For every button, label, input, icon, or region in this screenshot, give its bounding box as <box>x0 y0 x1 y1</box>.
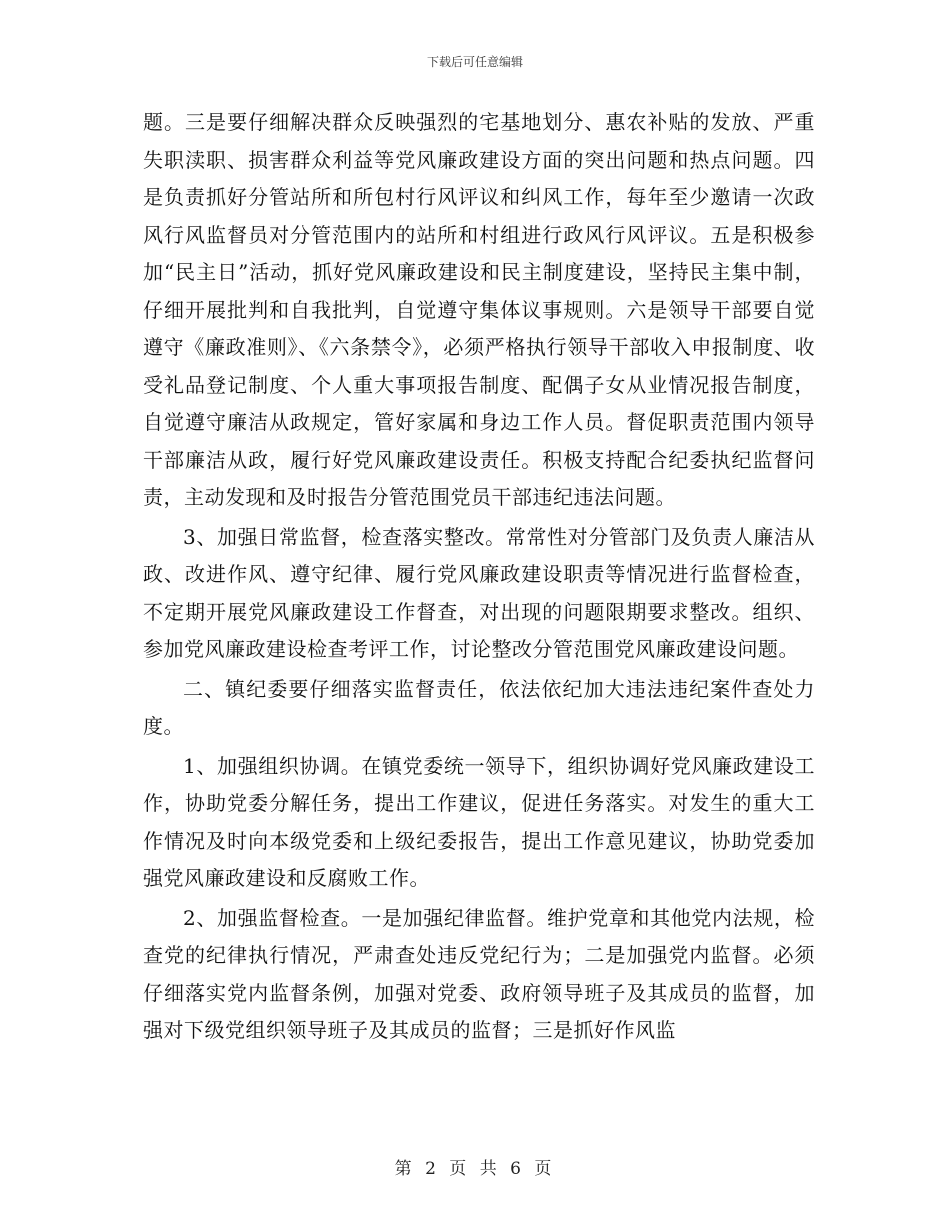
paragraph-organization-coordination: 1、加强组织协调。在镇党委统一领导下，组织协调好党风廉政建设工作，协助党委分解任务，提出工作建议，促进任务落实。对发生的重大工作情况及时向本级党委和上级纪委报告，提出工作意见建议，协助党委加强党风廉政建设和反腐败工作。 <box>143 753 815 890</box>
paragraph-continuation: 题。三是要仔细解决群众反映强烈的宅基地划分、惠农补贴的发放、严重失职渎职、损害群众利益等党风廉政建设方面的突出问题和热点问题。四是负责抓好分管站所和所包村行风评议和纠风工作，每年至少邀请一次政风行风监督员对分管范围内的站所和村组进行政风行风评议。五是积极参加“民主日”活动，抓好党风廉政建设和民主制度建设，坚持民主集中制，仔细开展批判和自我批判，自觉遵守集体议事规则。六是领导干部要自觉遵守《廉政准则》、《六条禁令》，必须严格执行领导干部收入申报制度、收受礼品登记制度、个人重大事项报告制度、配偶子女从业情况报告制度，自觉遵守廉洁从政规定，管好家属和身边工作人员。督促职责范围内领导干部廉洁从政，履行好党风廉政建设责任。积极支持配合纪委执纪监督问责，主动发现和及时报告分管范围党员干部违纪违法问题。 <box>143 110 815 509</box>
page-header: 下载后可任意编辑 <box>426 55 523 69</box>
paragraph-daily-supervision: 3、加强日常监督，检查落实整改。常常性对分管部门及负责人廉洁从政、改进作风、遵守纪律、履行党风廉政建设职责等情况进行监督检查，不定期开展党风廉政建设工作督查，对出现的问题限期要求整改。组织、参加党风廉政建设检查考评工作，讨论整改分管范围党风廉政建设问题。 <box>143 524 815 661</box>
paragraph-supervision-inspection: 2、加强监督检查。一是加强纪律监督。维护党章和其他党内法规，检查党的纪律执行情况，严肃查处违反党纪行为；二是加强党内监督。必须仔细落实党内监督条例，加强对党委、政府领导班子及其成员的监督，加强对下级党组织领导班子及其成员的监督；三是抓好作风监 <box>143 905 815 1042</box>
section-heading-discipline-committee: 二、镇纪委要仔细落实监督责任，依法依纪加大违法违纪案件查处力度。 <box>143 676 815 738</box>
document-body <box>143 104 815 1052</box>
page-number: 第 2 页 共 6 页 <box>394 1159 556 1179</box>
